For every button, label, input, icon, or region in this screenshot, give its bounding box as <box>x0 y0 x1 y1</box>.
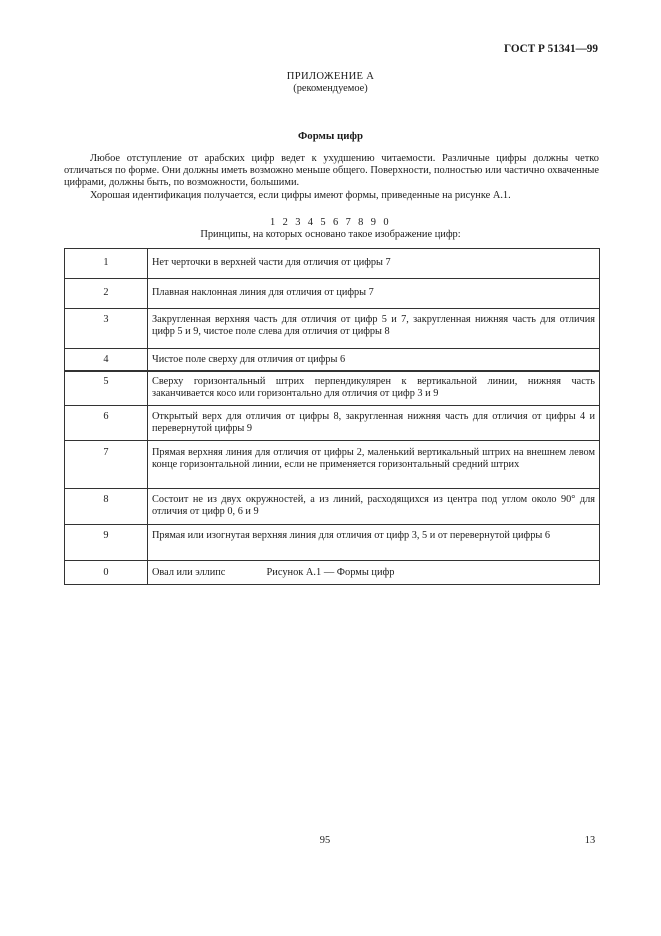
table-row <box>65 441 600 489</box>
appendix-title: ПРИЛОЖЕНИЕ А <box>286 71 375 82</box>
section-title: Формы цифр <box>298 130 363 142</box>
digit-cell: 9 <box>65 525 148 561</box>
page-number-left: 95 <box>319 835 331 846</box>
description-cell: Сверху горизонтальный штрих перпендикулярен к вертикальной линии, нижняя часть заканчивается косо или горизонтально для отличия от цифр 3 и 9 <box>148 371 600 406</box>
description-cell: Плавная наклонная линия для отличия от цифры 7 <box>148 279 600 309</box>
table-row <box>65 309 600 349</box>
digit-cell: 5 <box>65 371 148 406</box>
description-cell: Открытый верх для отличия от цифры 8, закругленная нижняя часть для отличия от цифры 4 и перевернутой цифры 9 <box>148 406 600 441</box>
digits-sample: 1 2 3 4 5 6 7 8 9 0 <box>270 217 391 228</box>
description-cell: Овал или эллипс <box>148 561 600 585</box>
digit-cell: 0 <box>65 561 148 585</box>
digit-cell: 6 <box>65 406 148 441</box>
digit-cell: 4 <box>65 349 148 372</box>
table-row <box>65 279 600 309</box>
digit-cell: 3 <box>65 309 148 349</box>
digit-forms-table <box>64 248 600 585</box>
description-cell: Чистое поле сверху для отличия от цифры 6 <box>148 349 600 372</box>
digit-cell: 2 <box>65 279 148 309</box>
digit-cell: 1 <box>65 249 148 279</box>
description-cell: Закругленная верхняя часть для отличия от цифр 5 и 7, закругленная нижняя часть для отличия цифр 5 и 9, чистое поле слева для отличия от цифры 8 <box>148 309 600 349</box>
intro-text <box>64 153 599 202</box>
principles-intro: Принципы, на которых основано такое изображение цифр: <box>200 229 461 240</box>
table-row <box>65 406 600 441</box>
appendix-subtitle: (рекомендуемое) <box>293 83 368 94</box>
page-number-right: 13 <box>584 835 596 846</box>
figure-caption: Рисунок А.1 — Формы цифр <box>266 567 395 578</box>
table-row <box>65 349 600 372</box>
description-cell: Прямая или изогнутая верхняя линия для отличия от цифр 3, 5 и от перевернутой цифры 6 <box>148 525 600 561</box>
description-cell: Состоит не из двух окружностей, а из линий, расходящихся из центра под углом около 90° для отличия от цифр 0, 6 и 9 <box>148 489 600 525</box>
table-row <box>65 525 600 561</box>
intro-paragraph-2: Хорошая идентификация получается, если цифры имеют формы, приведенные на рисунке А.1. <box>90 189 511 201</box>
description-cell: Прямая верхняя линия для отличия от цифры 2, маленький вертикальный штрих на внешнем левом конце горизонтальной линии, если не применяется горизонтальный средний штрих <box>148 441 600 489</box>
digit-cell: 8 <box>65 489 148 525</box>
digit-cell: 7 <box>65 441 148 489</box>
table-row <box>65 249 600 279</box>
standard-number: ГОСТ Р 51341—99 <box>504 43 598 55</box>
description-cell: Нет черточки в верхней части для отличия от цифры 7 <box>148 249 600 279</box>
table-row <box>65 489 600 525</box>
intro-paragraph-1: Любое отступление от арабских цифр ведет к ухудшению читаемости. Различные цифры должны четко отличаться по форме. Они должны иметь возможно меньше общего. Поверхности, полностью или частично охваченные цифрами, должны быть, по возможности, большими. <box>64 153 599 189</box>
table-row <box>65 371 600 406</box>
